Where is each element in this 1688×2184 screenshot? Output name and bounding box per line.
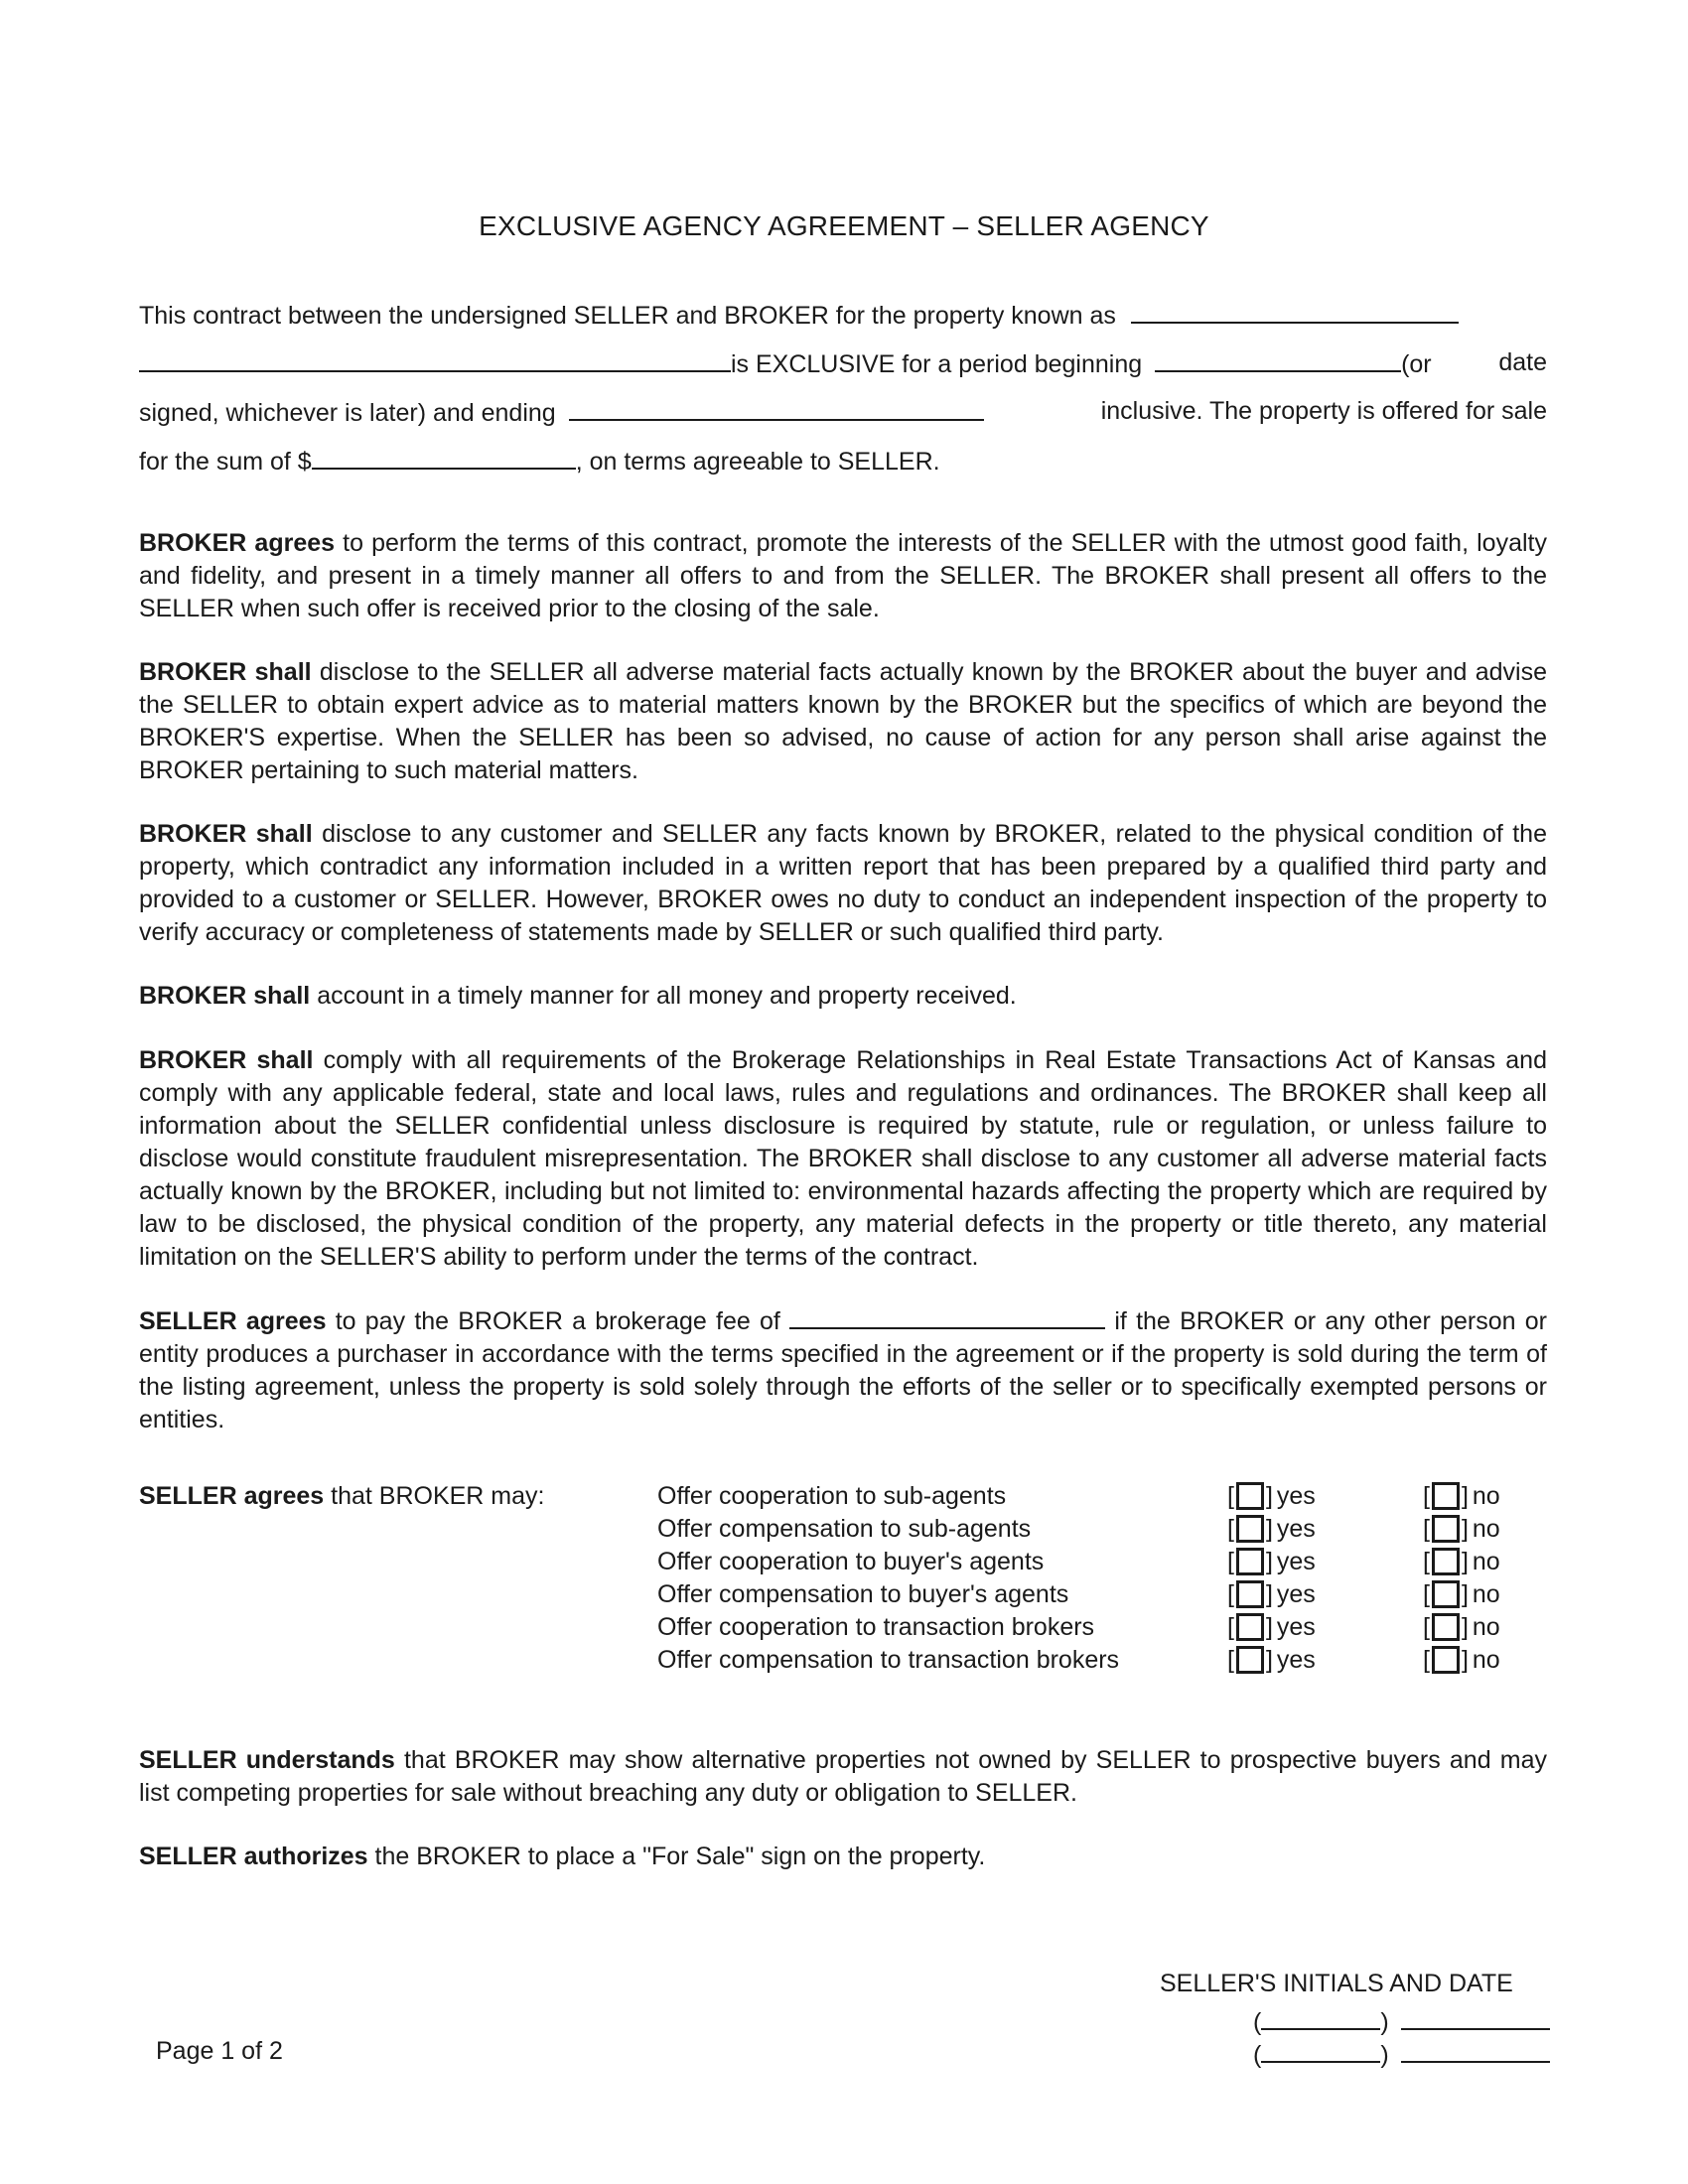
yes-checkbox[interactable]: [1236, 1613, 1264, 1641]
paragraph-text: disclose to any customer and SELLER any facts known by BROKER, related to the physical condition of the property, which contradict any information included in a written report that has been prepared by a qualified third party and provided to a customer or SELLER. However, BROKER owes no duty to conduct an independent inspection of the property to verify accuracy or completeness of statements made by SELLER or such qualified third party.: [139, 820, 1547, 946]
no-label: no: [1472, 1482, 1500, 1510]
yes-checkbox[interactable]: [1236, 1646, 1264, 1674]
no-checkbox[interactable]: [1432, 1613, 1460, 1641]
option-label: Offer compensation to transaction brokers: [657, 1646, 1120, 1674]
paragraph-broker-disclose-customer: [139, 818, 1547, 949]
option-row: [139, 1613, 1547, 1646]
option-label: Offer cooperation to transaction brokers: [657, 1613, 1095, 1641]
paragraph-broker-disclose-seller: [139, 656, 1547, 787]
paragraph-lead: SELLER understands: [139, 1746, 395, 1774]
yes-label: yes: [1276, 1613, 1316, 1641]
intro-line-2: [139, 346, 1547, 395]
no-checkbox-group: [ ] no: [1423, 1548, 1500, 1575]
period-end-field[interactable]: [569, 395, 984, 421]
option-row: [139, 1482, 1547, 1515]
paragraph-text: account in a timely manner for all money and property received.: [310, 982, 1017, 1010]
intro-text-1: This contract between the undersigned SELLER and BROKER for the property known as: [139, 302, 1116, 330]
intro-section: [139, 298, 1547, 492]
intro-text-3b: inclusive. The property is offered for sale: [1100, 397, 1547, 425]
paragraph-lead: BROKER shall: [139, 1046, 314, 1074]
no-checkbox-group: [ ] no: [1423, 1613, 1500, 1641]
no-label: no: [1472, 1515, 1500, 1543]
brokerage-fee-field[interactable]: [789, 1303, 1105, 1329]
yes-checkbox[interactable]: [1236, 1515, 1264, 1543]
yes-checkbox[interactable]: [1236, 1580, 1264, 1608]
option-row: [139, 1646, 1547, 1679]
no-label: no: [1472, 1646, 1500, 1674]
intro-line-1: [139, 298, 1547, 346]
no-label: no: [1472, 1613, 1500, 1641]
yes-checkbox[interactable]: [1236, 1548, 1264, 1575]
paragraph-lead: BROKER shall: [139, 658, 312, 686]
paragraph-text: that BROKER may show alternative properties not owned by SELLER to prospective buyers and may list competing properties for sale without breaching any duty or obligation to SELLER.: [139, 1746, 1548, 1807]
initials-date-field-1[interactable]: [1401, 2004, 1550, 2030]
initials-row-1: ( ): [1253, 2004, 1550, 2037]
yes-checkbox-group: [ ] yes: [1227, 1515, 1316, 1543]
paragraph-lead: BROKER shall: [139, 982, 311, 1010]
initials-date-field-2[interactable]: [1401, 2037, 1550, 2063]
paragraph-lead: SELLER authorizes: [139, 1843, 368, 1870]
intro-text-2c: date: [1498, 348, 1547, 376]
paragraph-lead: BROKER agrees: [139, 529, 336, 557]
paragraph-lead: BROKER shall: [139, 820, 313, 848]
no-checkbox-group: [ ] no: [1423, 1580, 1500, 1608]
yes-label: yes: [1276, 1482, 1316, 1510]
yes-label: yes: [1276, 1646, 1316, 1674]
paragraph-broker-account: [139, 980, 1547, 1013]
initials-row-2: ( ): [1253, 2037, 1550, 2070]
no-checkbox-group: [ ] no: [1423, 1482, 1500, 1510]
yes-checkbox[interactable]: [1236, 1482, 1264, 1510]
option-row: [139, 1580, 1547, 1613]
initials-field-2[interactable]: [1261, 2037, 1380, 2063]
sale-price-field[interactable]: [312, 444, 576, 470]
no-checkbox[interactable]: [1432, 1548, 1460, 1575]
intro-text-2b: (or: [1401, 350, 1432, 378]
no-checkbox[interactable]: [1432, 1580, 1460, 1608]
no-checkbox[interactable]: [1432, 1646, 1460, 1674]
no-checkbox-group: [ ] no: [1423, 1646, 1500, 1674]
yes-checkbox-group: [ ] yes: [1227, 1580, 1316, 1608]
paragraph-lead: SELLER agrees: [139, 1307, 327, 1335]
period-begin-field[interactable]: [1155, 346, 1401, 372]
paragraph-broker-comply: [139, 1044, 1547, 1274]
property-address-field[interactable]: [139, 346, 731, 372]
option-label: Offer cooperation to buyer's agents: [657, 1548, 1045, 1575]
option-row: [139, 1548, 1547, 1580]
option-row: [139, 1515, 1547, 1548]
yes-label: yes: [1276, 1548, 1316, 1575]
paragraph-text: the BROKER to place a "For Sale" sign on the property.: [367, 1843, 986, 1870]
paragraph-text: to pay the BROKER a brokerage fee of: [326, 1307, 790, 1335]
initials-field-1[interactable]: [1261, 2004, 1380, 2030]
intro-line-3: [139, 395, 1547, 444]
no-checkbox[interactable]: [1432, 1482, 1460, 1510]
yes-checkbox-group: [ ] yes: [1227, 1482, 1316, 1510]
paragraph-text: to perform the terms of this contract, promote the interests of the SELLER with the utmost good faith, loyalty and fidelity, and present in a timely manner all offers to and from the SELLER. The BROKER shall present all offers to the SELLER when such offer is received prior to the closing of the sale.: [139, 529, 1547, 622]
yes-checkbox-group: [ ] yes: [1227, 1613, 1316, 1641]
no-label: no: [1472, 1580, 1500, 1608]
paragraph-seller-agrees-fee: [139, 1303, 1547, 1436]
intro-text-2: is EXCLUSIVE for a period beginning: [731, 350, 1143, 378]
paragraph-seller-understands: [139, 1744, 1547, 1810]
paragraph-text: comply with all requirements of the Brokerage Relationships in Real Estate Transactions Act of Kansas and comply with any applicable federal, state and local laws, rules and regulations and ordinances. The BROKER shall keep all information about the SELLER confidential unless disclosure is required by statute, rule or regulation, or unless failure to disclose would constitute fraudulent misrepresentation. The BROKER shall disclose to any customer all adverse material facts actually known by the BROKER, including but not limited to: environmental hazards affecting the property which are required by law to be disclosed, the physical condition of the property, any material defects in the property or title thereto, any material limitation on the SELLER'S ability to perform under the terms of the contract.: [139, 1046, 1547, 1271]
document-title: EXCLUSIVE AGENCY AGREEMENT – SELLER AGENCY: [479, 210, 1209, 241]
paragraph-text: disclose to the SELLER all adverse material facts actually known by the BROKER about the buyer and advise the SELLER to obtain expert advice as to material matters known by the BROKER but the specifics of which are beyond the BROKER'S expertise. When the SELLER has been so advised, no cause of action for any person shall arise against the BROKER pertaining to such material matters.: [139, 658, 1547, 784]
page-number: Page 1 of 2: [156, 2037, 283, 2065]
yes-checkbox-group: [ ] yes: [1227, 1646, 1316, 1674]
intro-text-4: for the sum of $: [139, 448, 312, 476]
yes-checkbox-group: [ ] yes: [1227, 1548, 1316, 1575]
paragraph-broker-agrees: [139, 527, 1547, 625]
no-checkbox[interactable]: [1432, 1515, 1460, 1543]
initials-label: SELLER'S INITIALS AND DATE: [1160, 1970, 1513, 1997]
no-checkbox-group: [ ] no: [1423, 1515, 1500, 1543]
yes-label: yes: [1276, 1515, 1316, 1543]
yes-label: yes: [1276, 1580, 1316, 1608]
option-label: Offer cooperation to sub-agents: [657, 1482, 1007, 1510]
paragraph-text: if the BROKER or any other person or entity produces a purchaser in accordance with the terms specified in the agreement or if the property is sold during the term of the listing agreement, unless the property is sold solely through the efforts of the seller or to specifically exempted persons or entities.: [139, 1307, 1547, 1433]
no-label: no: [1472, 1548, 1500, 1575]
option-label: Offer compensation to buyer's agents: [657, 1580, 1069, 1608]
intro-text-4b: , on terms agreeable to SELLER.: [575, 448, 940, 476]
paragraph-seller-authorizes: [139, 1841, 1547, 1873]
intro-line-4: [139, 444, 1547, 492]
option-label: Offer compensation to sub-agents: [657, 1515, 1032, 1543]
property-name-field[interactable]: [1131, 298, 1459, 324]
options-label: SELLER agrees that BROKER may:: [139, 1482, 545, 1510]
intro-text-3: signed, whichever is later) and ending: [139, 399, 556, 427]
